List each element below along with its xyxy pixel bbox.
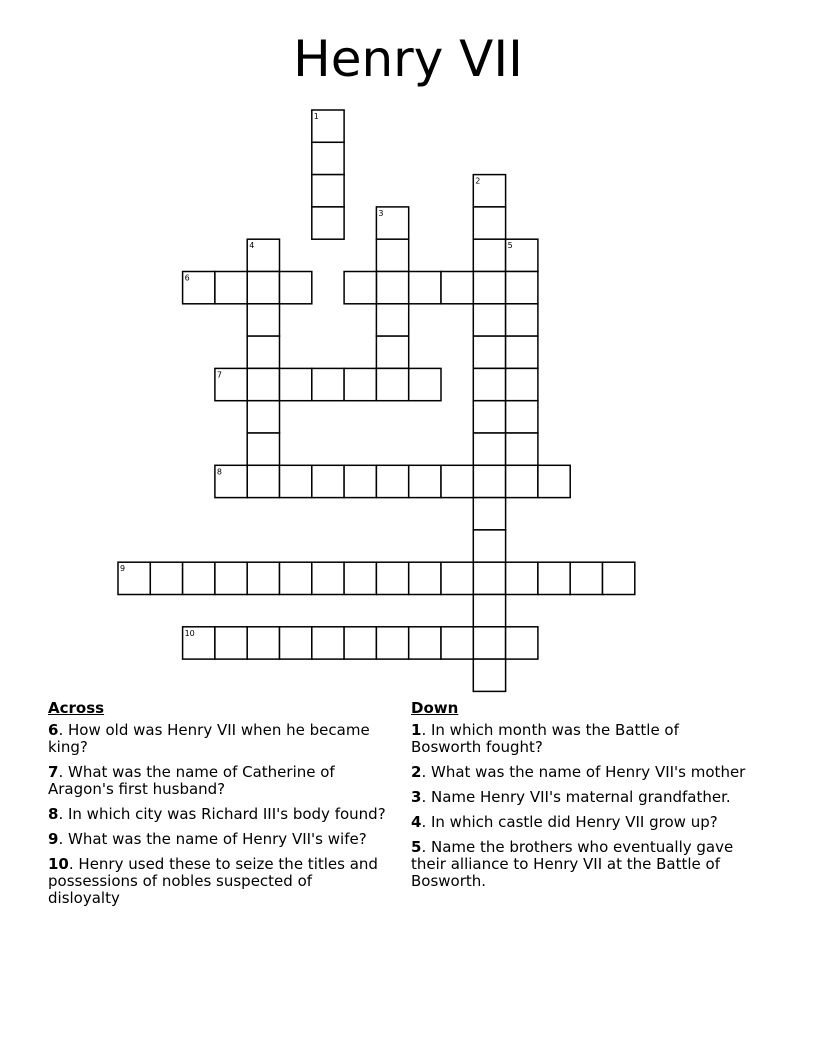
down-clue-4: 4. In which castle did Henry VII grow up? [411, 813, 718, 831]
clue-number: 2 [411, 763, 422, 781]
grid-cell[interactable] [570, 562, 602, 594]
down-clue-2: 2. What was the name of Henry VII's mother [411, 763, 746, 781]
down-clues [411, 700, 751, 898]
grid-cell[interactable] [312, 175, 344, 207]
grid-cell[interactable] [473, 368, 505, 400]
clue-number-label: 1 [313, 112, 319, 121]
grid-cell[interactable] [506, 562, 538, 594]
grid-cell[interactable] [280, 465, 312, 497]
clue-number: 5 [411, 838, 422, 856]
grid-cell[interactable] [215, 562, 247, 594]
clue-text: What was the name of Henry VII's mother [430, 763, 746, 781]
clue-number-label: 2 [475, 176, 481, 186]
grid-cell[interactable] [312, 142, 344, 174]
grid-cell[interactable] [441, 627, 473, 659]
clue-text: In which month was the Battle of Bosworth fought? [411, 721, 679, 756]
grid-cell[interactable] [215, 627, 247, 659]
grid-cell[interactable] [441, 465, 473, 497]
clue-number-label: 4 [249, 241, 255, 251]
grid-cell[interactable] [473, 239, 505, 271]
grid-cell[interactable] [344, 562, 376, 594]
grid-cell[interactable] [150, 562, 182, 594]
down-clue-1: 1. In which month was the Battle of Bosworth fought? [411, 721, 679, 756]
grid-cell[interactable] [441, 272, 473, 304]
clue-text: Henry used these to seize the titles and possessions of nobles suspected of disloyalty [48, 855, 378, 907]
grid-cell[interactable] [344, 368, 376, 400]
grid-cell[interactable] [506, 465, 538, 497]
grid-cell[interactable] [247, 368, 279, 400]
clue-number-label: 6 [184, 273, 190, 283]
clue-number-label: 8 [216, 467, 222, 477]
clue-number: 10 [48, 855, 69, 873]
grid-cell[interactable] [538, 465, 570, 497]
grid-cell[interactable] [409, 368, 441, 400]
grid-cell[interactable] [473, 304, 505, 336]
grid-cell[interactable] [376, 368, 408, 400]
grid-cell[interactable] [247, 401, 279, 433]
grid-cell[interactable] [473, 465, 505, 497]
clue-text: How old was Henry VII when he became king? [48, 721, 370, 756]
clue-number: 4 [411, 813, 422, 831]
grid-cell[interactable] [506, 336, 538, 368]
grid-cell[interactable] [473, 530, 505, 562]
across-clue-10: 10. Henry used these to seize the titles and possessions of nobles suspected of disloyalty [48, 855, 378, 907]
grid-cell[interactable] [473, 336, 505, 368]
grid-cell[interactable] [376, 465, 408, 497]
clue-number-label: 5 [507, 241, 513, 251]
grid-cell[interactable] [344, 465, 376, 497]
grid-cell[interactable] [473, 498, 505, 530]
across-clue-8: 8. In which city was Richard III's body found? [48, 805, 386, 823]
clue-number: 9 [48, 830, 59, 848]
grid-cell[interactable] [506, 401, 538, 433]
grid-cell[interactable] [409, 272, 441, 304]
clue-text: Name Henry VII's maternal grandfather. [430, 788, 731, 806]
grid-cell[interactable] [473, 562, 505, 594]
grid-cell[interactable] [473, 595, 505, 627]
grid-cell[interactable] [312, 368, 344, 400]
down-clue-3: 3. Name Henry VII's maternal grandfather. [411, 788, 731, 806]
grid-cell[interactable] [506, 272, 538, 304]
grid-cell[interactable] [247, 627, 279, 659]
grid-cell[interactable] [506, 368, 538, 400]
grid-cell[interactable] [312, 465, 344, 497]
down-heading: Down [411, 699, 459, 717]
grid-cell[interactable] [280, 627, 312, 659]
clue-number: 1 [411, 721, 422, 739]
grid-cell[interactable] [376, 239, 408, 271]
page-title: Henry VII [293, 30, 523, 88]
across-clues [48, 700, 388, 915]
across-clue-7: 7. What was the name of Catherine of Aragon's first husband? [48, 763, 335, 798]
clue-number-label: 3 [378, 208, 384, 218]
grid-cell[interactable] [280, 272, 312, 304]
grid-cell[interactable] [473, 627, 505, 659]
clue-text: Name the brothers who eventually gave their alliance to Henry VII at the Battle of Bosworth. [411, 838, 734, 890]
clue-number-label: 9 [120, 564, 126, 574]
across-heading: Across [48, 699, 105, 717]
grid-cell[interactable] [247, 272, 279, 304]
grid-cell[interactable] [280, 368, 312, 400]
grid-cell[interactable] [247, 562, 279, 594]
clue-text: What was the name of Catherine of Aragon's first husband? [48, 763, 335, 798]
grid-cell[interactable] [312, 207, 344, 239]
grid-cell[interactable] [376, 627, 408, 659]
grid-cell[interactable] [183, 562, 215, 594]
grid-cell[interactable] [376, 562, 408, 594]
grid-cell[interactable] [538, 562, 570, 594]
grid-cell[interactable] [473, 207, 505, 239]
grid-cell[interactable] [376, 304, 408, 336]
grid-cell[interactable] [312, 627, 344, 659]
grid-cell[interactable] [603, 562, 635, 594]
grid-cell[interactable] [247, 336, 279, 368]
across-clue-9: 9. What was the name of Henry VII's wife? [48, 830, 367, 848]
grid-cell[interactable] [312, 562, 344, 594]
grid-cell[interactable] [247, 465, 279, 497]
grid-cell[interactable] [506, 433, 538, 465]
grid-cell[interactable] [376, 336, 408, 368]
grid-cell[interactable] [215, 272, 247, 304]
clue-number: 7 [48, 763, 59, 781]
grid-cell[interactable] [247, 433, 279, 465]
grid-cell[interactable] [473, 659, 505, 691]
clue-number: 8 [48, 805, 59, 823]
clue-number: 6 [48, 721, 59, 739]
grid-cell[interactable] [280, 562, 312, 594]
grid-cell[interactable] [409, 627, 441, 659]
grid-cell[interactable] [506, 304, 538, 336]
grid-cell[interactable] [441, 562, 473, 594]
clue-number: 3 [411, 788, 422, 806]
grid-cell[interactable] [344, 272, 376, 304]
grid-cell[interactable] [247, 304, 279, 336]
clue-text: What was the name of Henry VII's wife? [67, 830, 367, 848]
grid-cell[interactable] [376, 272, 408, 304]
across-clue-6: 6. How old was Henry VII when he became king? [48, 721, 370, 756]
grid-cell[interactable] [506, 627, 538, 659]
down-clue-5: 5. Name the brothers who eventually gave their alliance to Henry VII at the Battle of Bosworth. [411, 838, 734, 890]
grid-cell[interactable] [473, 433, 505, 465]
clue-text: In which city was Richard III's body found? [67, 805, 386, 823]
grid-cell[interactable] [473, 401, 505, 433]
grid-cell[interactable] [409, 562, 441, 594]
grid-cell[interactable] [344, 627, 376, 659]
grid-cell[interactable] [409, 465, 441, 497]
clue-number-label: 7 [216, 370, 222, 380]
clue-text: In which castle did Henry VII grow up? [430, 813, 718, 831]
clue-number-label: 10 [184, 628, 195, 638]
grid-cell[interactable] [473, 272, 505, 304]
